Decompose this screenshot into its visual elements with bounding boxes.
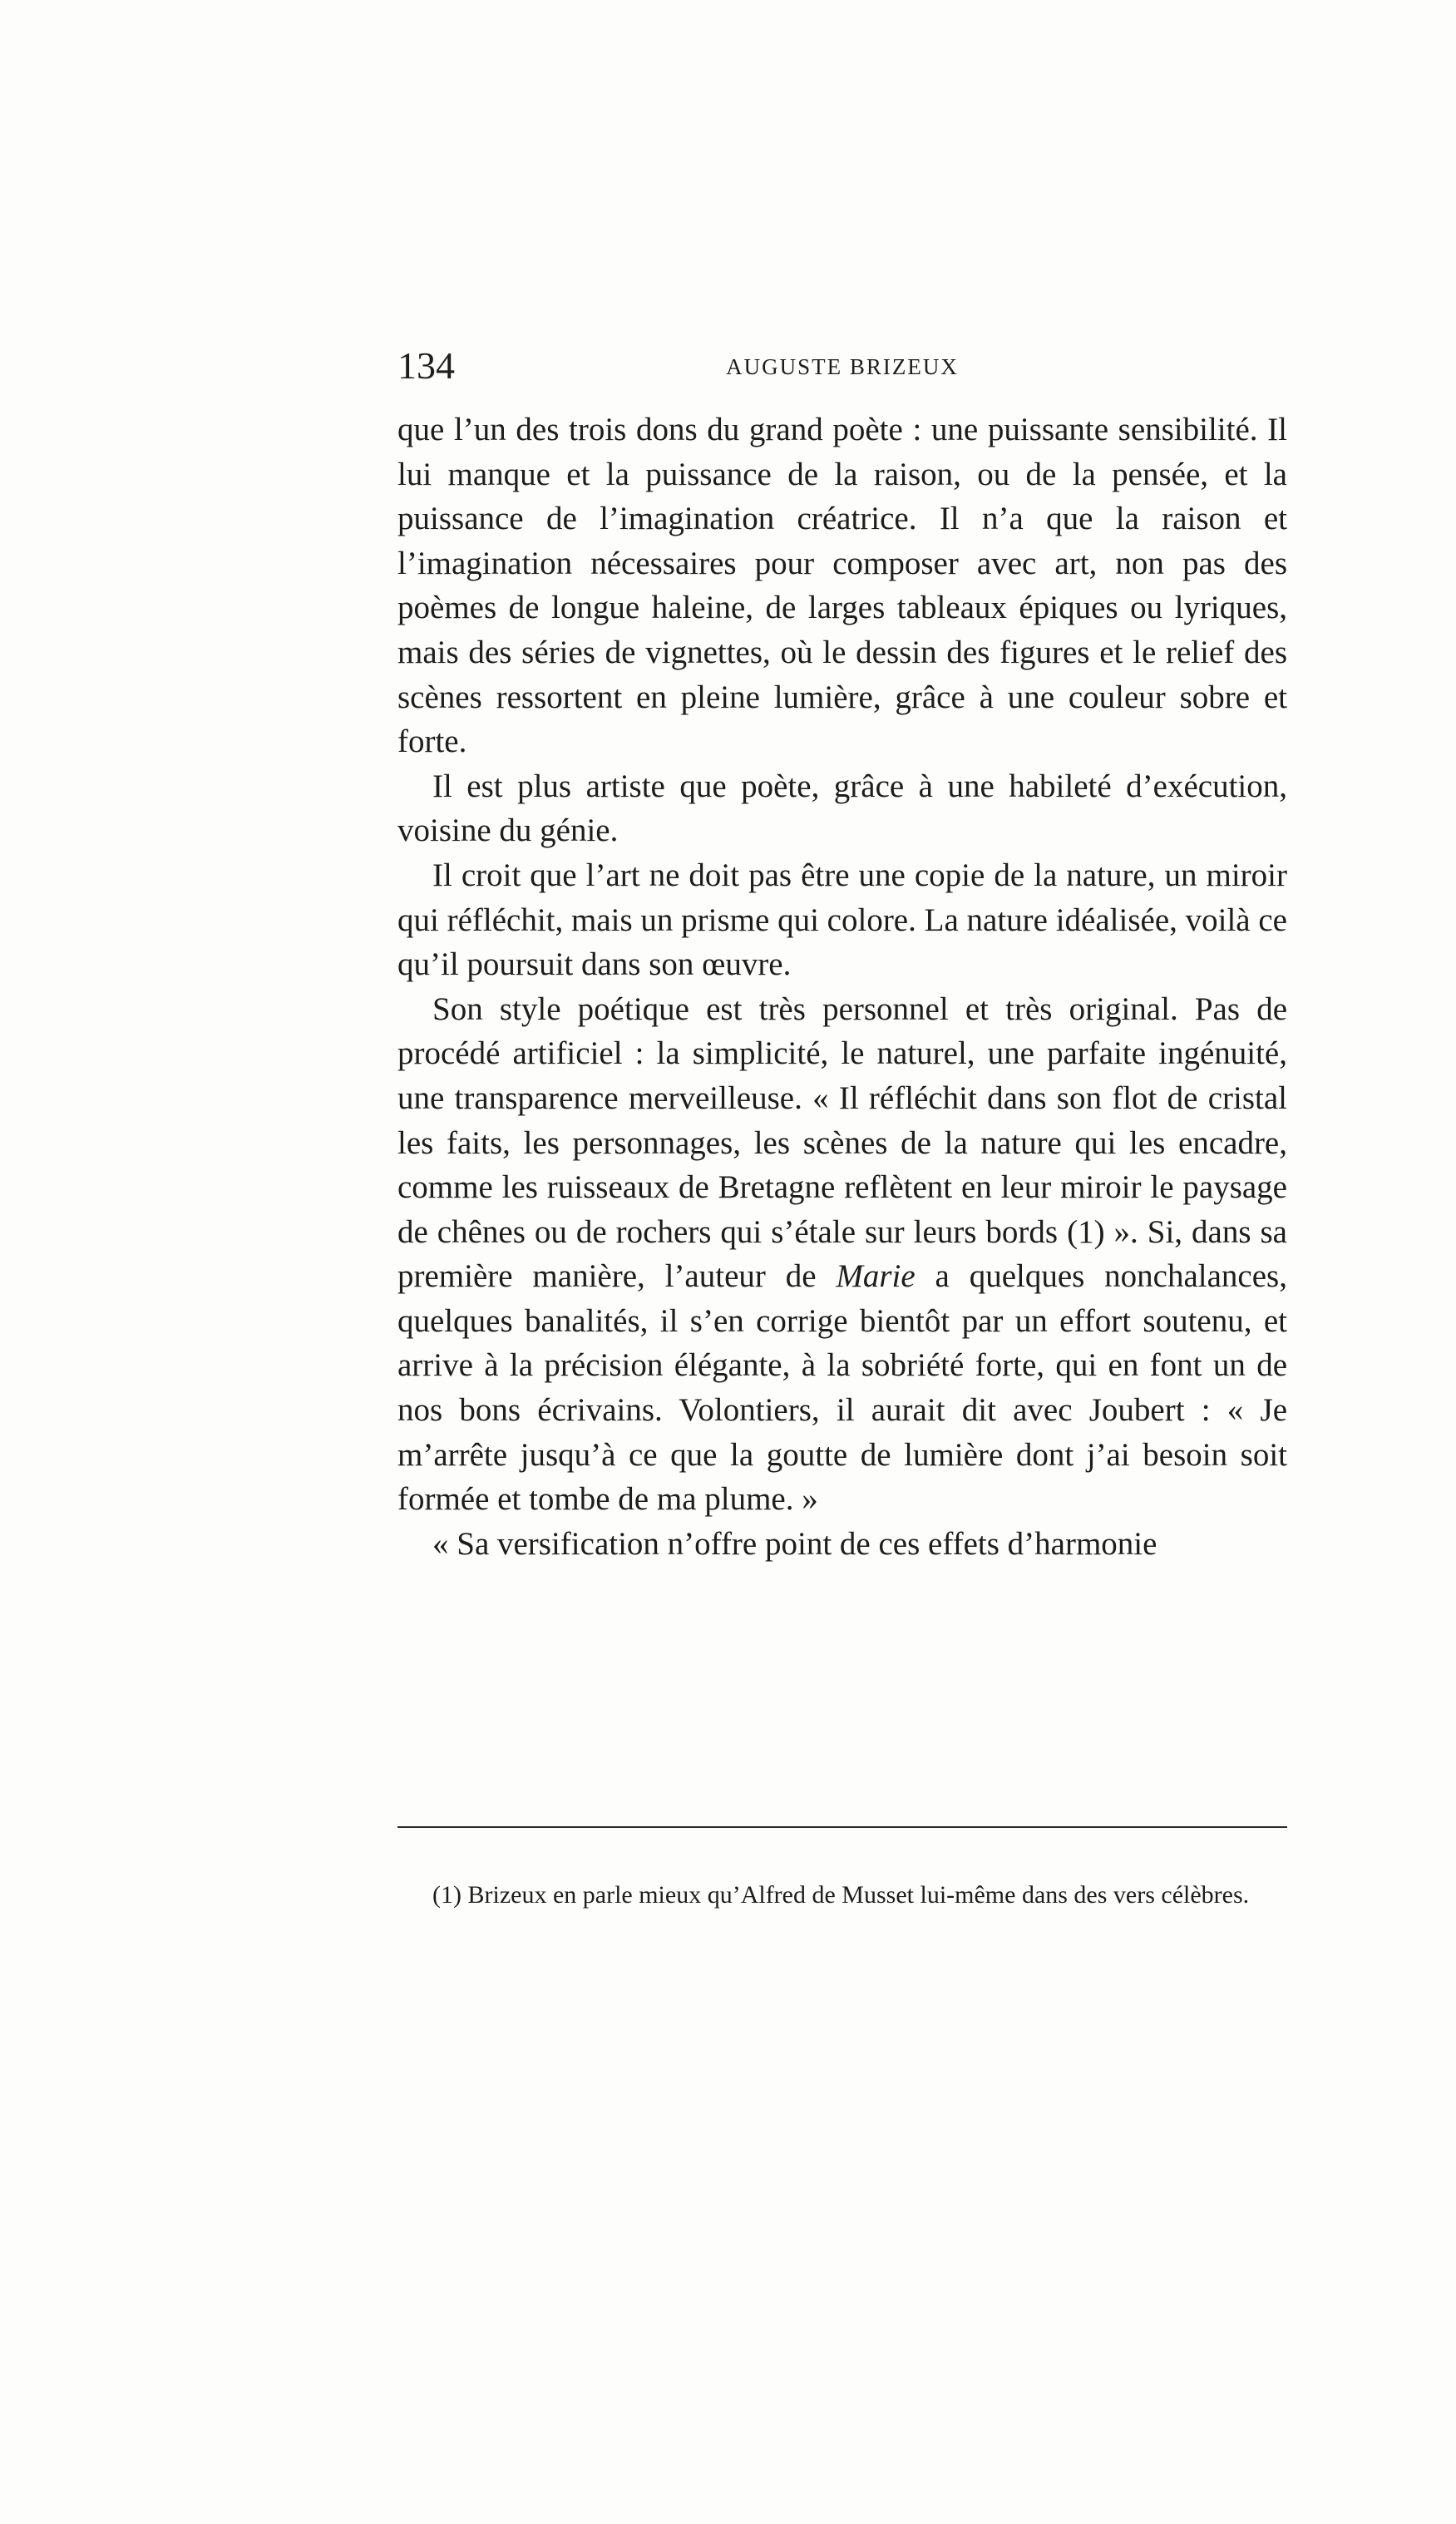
footnote-text: (1) Brizeux en parle mieux qu’Alfred de Musset lui-même dans des vers célèbres. — [432, 1881, 1250, 1909]
paragraph-text: a quelques nonchalances, quelques banalités, il s’en corrige bientôt par un effort soutenu, et arrive à la précision élégante, à la sobriété forte, qui en font un de nos bons écrivains. Volontiers, il aurait dit avec Joubert : « Je m’arrête jusqu’à ce que la goutte de lumière dont j’ai besoin soit formée et tombe de ma plume. » — [397, 1258, 1287, 1518]
paragraph — [397, 407, 1287, 764]
footnote — [397, 1878, 1287, 1913]
page-number: 134 — [397, 344, 455, 387]
paragraph-text: Son style poétique est très personnel et très original. Pas de procédé artificiel : la simplicité, le naturel, une parfaite ingénuité, une transparence merveilleuse. « Il réfléchit dans son flot de cristal les faits, les personnages, les scènes de la nature qui les encadre, comme les ruisseaux de Bretagne reflètent en leur miroir le paysage de chênes ou de rochers qui s’étale sur leurs bords (1) ». Si, dans sa première manière, l’auteur de — [397, 990, 1287, 1295]
paragraph — [397, 1522, 1287, 1567]
page-header — [397, 341, 1287, 391]
italic-title: Marie — [836, 1258, 916, 1295]
paragraph-text: « Sa versification n’offre point de ces effets d’harmonie — [432, 1525, 1157, 1562]
running-title: AUGUSTE BRIZEUX — [726, 354, 959, 379]
paragraph-text: Il croit que l’art ne doit pas être une copie de la nature, un miroir qui réfléchit, mais un prisme qui colore. La nature idéalisée, voilà ce qu’il poursuit dans son œuvre. — [397, 857, 1287, 983]
paragraph — [397, 853, 1287, 987]
body-text — [397, 407, 1287, 1566]
paragraph-text: que l’un des trois dons du grand poète : une puissante sensibilité. Il lui manque et la puissance de la raison, ou de la pensée, et la puissance de l’imagination créatrice. Il n’a que la raison et l’imagination nécessaires pour composer avec art, non pas des poèmes de longue haleine, de larges tableaux épiques ou lyriques, mais des séries de vignettes, où le dessin des figures et le relief des scènes ressortent en pleine lumière, grâce à une couleur sobre et forte. — [397, 412, 1287, 760]
paragraph — [397, 764, 1287, 853]
paragraph — [397, 987, 1287, 1522]
footnote-rule — [397, 1826, 1287, 1828]
paragraph-text: Il est plus artiste que poète, grâce à une habileté d’exécution, voisine du génie. — [397, 768, 1287, 849]
